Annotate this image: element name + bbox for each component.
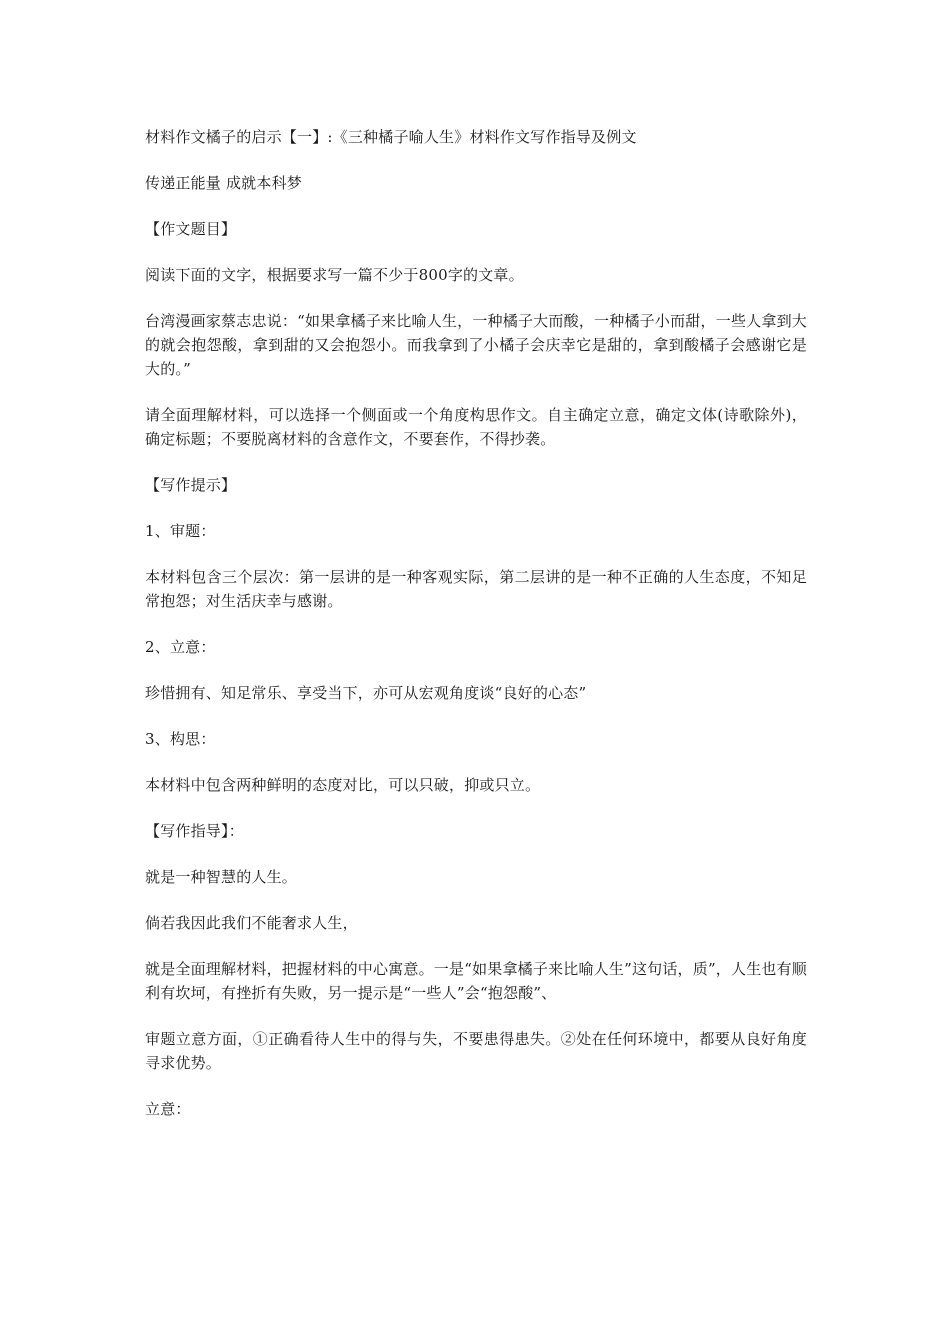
section-heading-topic: 【作文题目】 bbox=[145, 220, 237, 238]
subheading-review: 1、审题： bbox=[145, 522, 216, 540]
paragraph-guidance-4: 审题立意方面，①正确看待人生中的得与失，不要患得患失。②处在任何环境中，都要从良好角度寻求优势。 bbox=[145, 1030, 807, 1072]
subheading-structure: 3、构思： bbox=[145, 730, 216, 748]
document-title: 材料作文橘子的启示【一】:《三种橘子喻人生》材料作文写作指导及例文 bbox=[145, 128, 637, 146]
subheading-theme-2: 立意： bbox=[145, 1100, 191, 1118]
paragraph-instruction: 阅读下面的文字，根据要求写一篇不少于800字的文章。 bbox=[145, 266, 524, 284]
paragraph-material-quote: 台湾漫画家蔡志忠说：“如果拿橘子来比喻人生，一种橘子大而酸，一种橘子小而甜，一些人拿到大的就会抱怨酸，拿到甜的又会抱怨小。而我拿到了小橘子会庆幸它是甜的，拿到酸橘子会感谢它是大的。” bbox=[145, 312, 807, 378]
paragraph-structure: 本材料中包含两种鲜明的态度对比，可以只破，抑或只立。 bbox=[145, 776, 541, 794]
document-body bbox=[145, 125, 807, 1143]
section-heading-tips: 【写作提示】 bbox=[145, 476, 237, 494]
paragraph-guidance-3: 就是全面理解材料，把握材料的中心寓意。一是“如果拿橘子来比喻人生”这句话，质”，人生也有顺利有坎坷，有挫折有失败，另一提示是“一些人”会“抱怨酸”、 bbox=[145, 960, 808, 1002]
subtitle-slogan: 传递正能量 成就本科梦 bbox=[145, 174, 302, 192]
section-heading-guidance: 【写作指导】： bbox=[145, 822, 244, 840]
paragraph-requirements: 请全面理解材料，可以选择一个侧面或一个角度构思作文。自主确定立意，确定文体(诗歌除外)，确定标题；不要脱离材料的含意作文，不要套作，不得抄袭。 bbox=[145, 406, 807, 448]
paragraph-guidance-2: 倘若我因此我们不能奢求人生， bbox=[145, 914, 358, 932]
paragraph-review: 本材料包含三个层次：第一层讲的是一种客观实际，第二层讲的是一种不正确的人生态度，不知足常抱怨；对生活庆幸与感谢。 bbox=[145, 568, 807, 610]
paragraph-theme: 珍惜拥有、知足常乐、享受当下，亦可从宏观角度谈“良好的心态” bbox=[145, 684, 587, 702]
subheading-theme: 2、立意： bbox=[145, 638, 216, 656]
paragraph-guidance-1: 就是一种智慧的人生。 bbox=[145, 868, 298, 886]
